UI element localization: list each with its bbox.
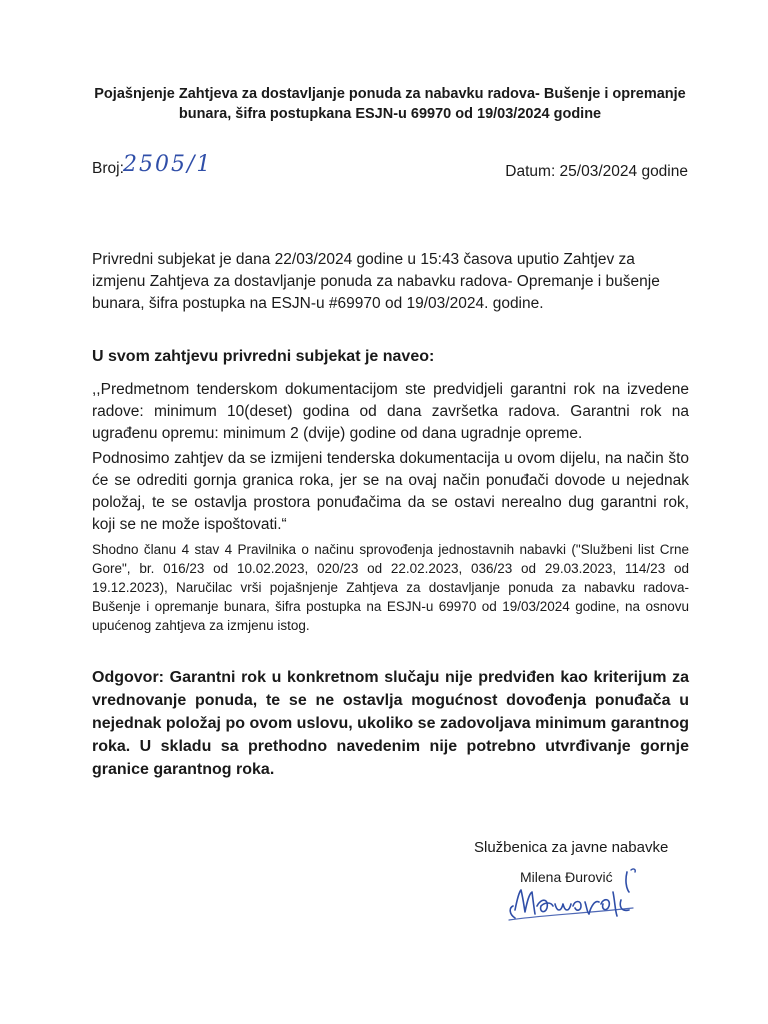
quoted-request-paragraph-1: ,,Predmetnom tenderskom dokumentacijom ste predvidjeli garantni rok na izvedene radove: minimum 10(deset) godina od dana završetka radova. Garantni rok na ugrađenu opremu: minimum 2 (dvije) godine od dana ugradnje opreme.	[92, 381, 689, 442]
signatory-role: Službenica za javne nabavke	[474, 839, 669, 856]
handwritten-signature	[505, 862, 655, 932]
signatory-name: Milena Đurović	[520, 869, 613, 885]
answer-paragraph: Odgovor: Garantni rok u konkretnom slučaju nije predviđen kao kriterijum za vrednovanje ponuda, te se ne ostavlja mogućnost dovođenja ponuđača u nejednak položaj po ovom uslovu, ukoliko se zadovoljava minimum garantnog roka. U skladu sa prethodno navedenim nije potrebno utvrđivanje gornje granice garantnog roka.	[92, 669, 689, 778]
request-heading: U svom zahtjevu privredni subjekat je naveo:	[92, 348, 435, 365]
quoted-request-paragraph-2: Podnosimo zahtjev da se izmijeni tenderska dokumentacija u ovom dijelu, na način što će se odrediti gornja granica roka, jer se na ovaj način ponuđači dovode u nejednak položaj, te se ostavlja prostora ponuđačima da se ostavi nerealno dug garantni rok, koji se ne može ispoštovati.“	[92, 450, 689, 533]
reference-number-label: Broj:	[92, 160, 124, 177]
reference-number-handwritten: 2505/1	[123, 152, 213, 177]
intro-paragraph: Privredni subjekat je dana 22/03/2024 godine u 15:43 časova uputio Zahtjev za izmjenu Zahtjeva za dostavljanje ponuda za nabavku radova- Opremanje i bušenje bunara, šifra postupka na ESJN-u #69970 od 19/03/2024. godine.	[92, 251, 660, 312]
document-title: Pojašnjenje Zahtjeva za dostavljanje ponuda za nabavku radova- Bušenje i opremanje bunara, šifra postupkana ESJN-u 69970 od 19/03/2024 godine	[94, 86, 686, 122]
document-date: Datum: 25/03/2024 godine	[505, 163, 688, 180]
legal-basis-paragraph: Shodno članu 4 stav 4 Pravilnika o načinu sprovođenja jednostavnih nabavki ("Službeni list Crne Gore", br. 016/23 od 10.02.2023, 020/23 od 22.02.2023, 036/23 od 29.03.2023, 114/23 od 19.12.2023), Naručilac vrši pojašnjenje Zahtjeva za dostavljanje ponuda za nabavku radova-Bušenje i opremanje bunara, šifra postupka na ESJN-u 69970 od 19/03/2024 godine, na osnovu upućenog zahtjeva za izmjenu istog.	[92, 542, 689, 633]
